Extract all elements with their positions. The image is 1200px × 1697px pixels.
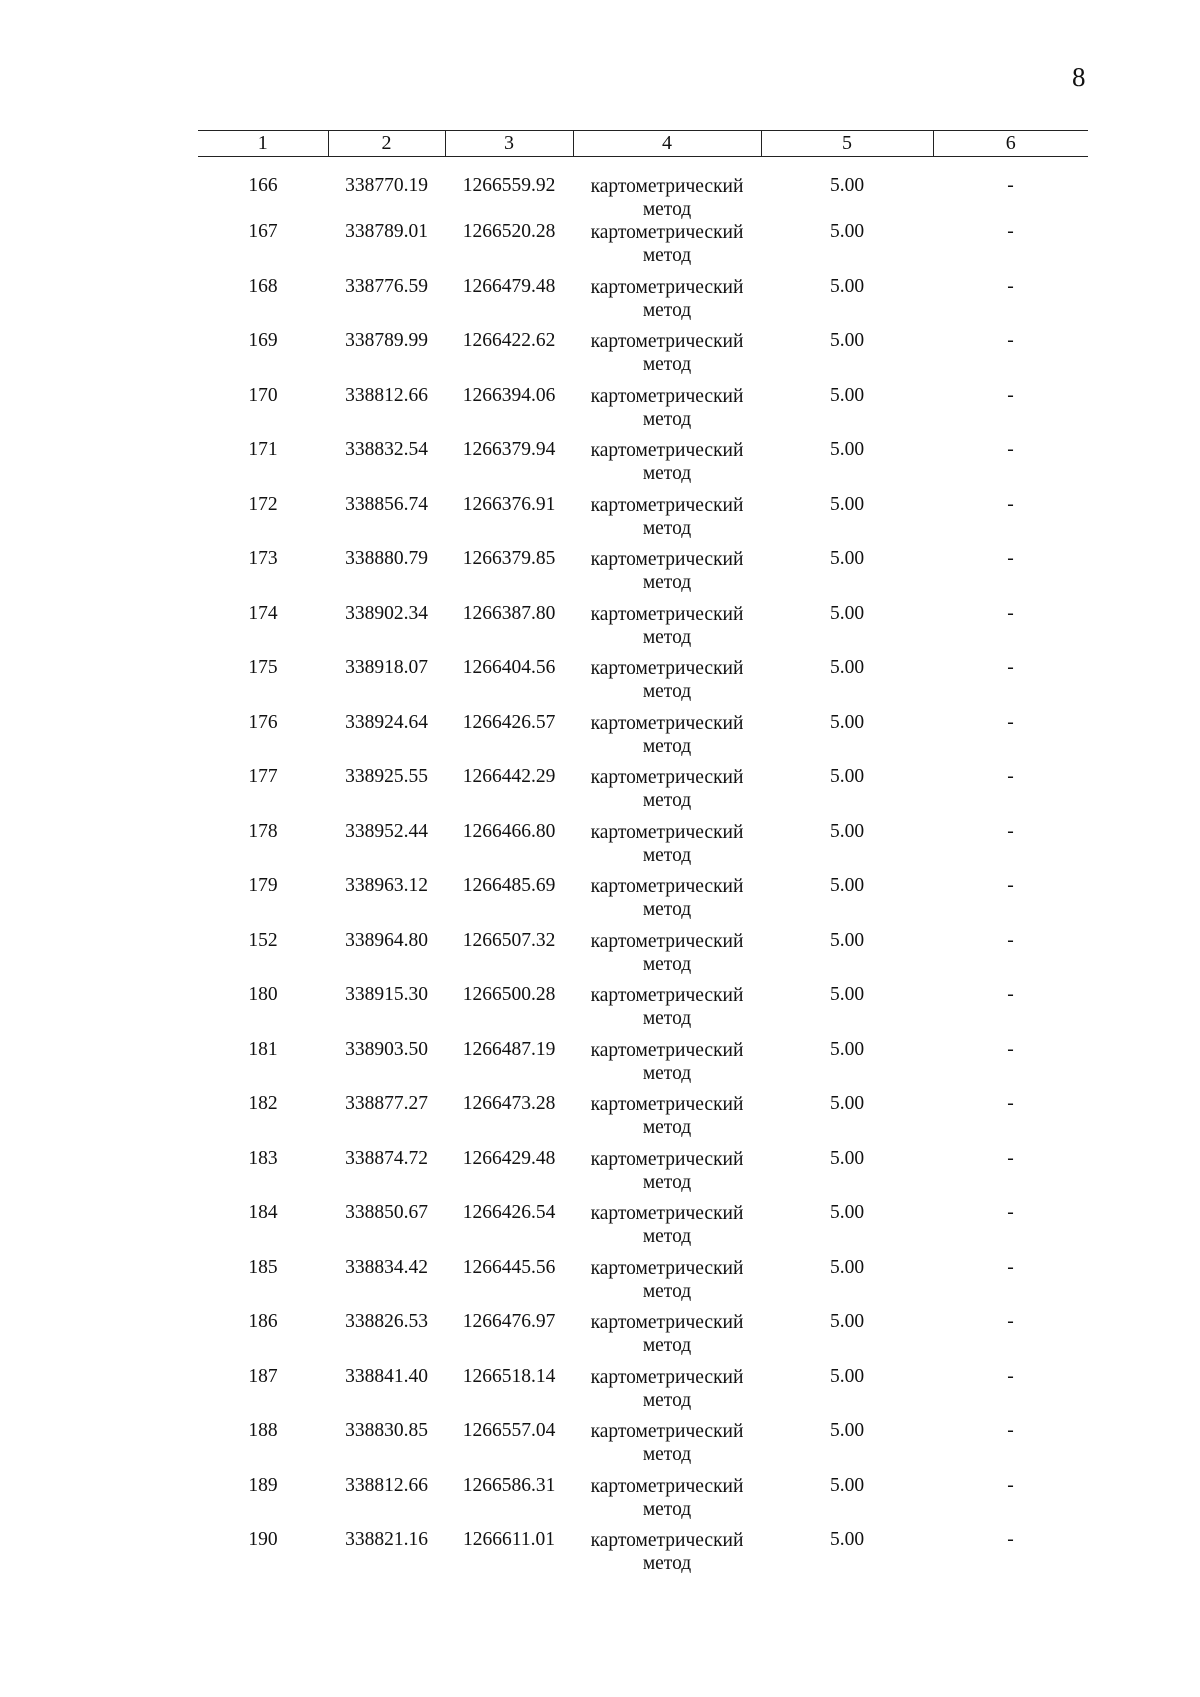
method-cell <box>573 1420 761 1475</box>
method-line-2: метод <box>642 735 692 757</box>
column-header-2: 2 <box>328 131 445 157</box>
point-number-cell: 152 <box>248 929 278 951</box>
method-line-1: картометрический <box>590 712 744 734</box>
accuracy-cell: 5.00 <box>829 1147 865 1169</box>
method-line-2: метод <box>642 681 692 702</box>
y-coordinate-cell: 1266387.80 <box>462 602 556 624</box>
accuracy-cell: 5.00 <box>829 1365 865 1387</box>
point-number-cell: 171 <box>248 439 278 460</box>
accuracy-cell: 5.00 <box>829 384 865 406</box>
table-row <box>198 439 1088 494</box>
method-line-2: метод <box>642 245 692 266</box>
coordinates-table-container <box>198 130 1088 1584</box>
method-line-2: метод <box>642 1226 692 1247</box>
accuracy-cell: 5.00 <box>829 984 865 1005</box>
y-coordinate-cell: 1266445.56 <box>462 1256 556 1278</box>
method-line-1: картометрический <box>590 821 744 843</box>
y-coordinate-cell: 1266500.28 <box>462 984 556 1005</box>
table-header-row <box>198 131 1088 157</box>
method-line-1: картометрический <box>590 222 744 243</box>
method-line-1: картометрический <box>590 440 744 461</box>
method-cell <box>573 157 761 222</box>
note-cell: - <box>1007 439 1014 460</box>
method-line-2: метод <box>642 1117 692 1138</box>
note-cell: - <box>1007 1420 1014 1441</box>
point-number-cell: 169 <box>248 330 278 351</box>
note-cell: - <box>1007 766 1014 787</box>
x-coordinate-cell: 338903.50 <box>345 1038 428 1060</box>
y-coordinate-cell: 1266376.91 <box>462 493 556 515</box>
method-cell <box>573 1475 761 1530</box>
method-line-2: метод <box>642 1389 692 1411</box>
y-coordinate-cell: 1266557.04 <box>462 1420 556 1441</box>
accuracy-cell: 5.00 <box>829 1420 865 1441</box>
x-coordinate-cell: 338850.67 <box>345 1202 428 1223</box>
table-row <box>198 221 1088 276</box>
accuracy-cell: 5.00 <box>829 711 865 733</box>
table-row <box>198 1202 1088 1257</box>
table-row <box>198 930 1088 985</box>
table-row <box>198 548 1088 603</box>
x-coordinate-cell: 338874.72 <box>345 1147 428 1169</box>
x-coordinate-cell: 338856.74 <box>345 493 428 515</box>
method-line-1: картометрический <box>590 767 744 788</box>
y-coordinate-cell: 1266611.01 <box>463 1529 555 1550</box>
y-coordinate-cell: 1266429.48 <box>462 1147 556 1169</box>
accuracy-cell: 5.00 <box>829 493 865 515</box>
point-number-cell: 181 <box>248 1038 278 1060</box>
method-cell <box>573 1529 761 1584</box>
method-line-1: картометрический <box>590 1530 744 1551</box>
point-number-cell: 176 <box>248 711 278 733</box>
method-line-1: картометрический <box>590 1366 744 1388</box>
method-line-2: метод <box>642 899 692 920</box>
point-number-cell: 173 <box>248 548 278 569</box>
x-coordinate-cell: 338918.07 <box>345 657 428 678</box>
note-cell: - <box>1007 275 1014 297</box>
accuracy-cell: 5.00 <box>829 929 865 951</box>
note-cell: - <box>1007 875 1014 896</box>
y-coordinate-cell: 1266507.32 <box>462 929 556 951</box>
x-coordinate-cell: 338812.66 <box>345 384 428 406</box>
accuracy-cell: 5.00 <box>829 657 865 678</box>
method-cell <box>573 1148 761 1203</box>
x-coordinate-cell: 338826.53 <box>345 1311 428 1332</box>
point-number-cell: 187 <box>248 1365 278 1387</box>
method-cell <box>573 603 761 658</box>
accuracy-cell: 5.00 <box>829 1202 865 1223</box>
method-cell <box>573 1366 761 1421</box>
method-cell <box>573 276 761 331</box>
method-line-1: картометрический <box>590 176 744 197</box>
note-cell: - <box>1007 1311 1014 1332</box>
method-line-1: картометрический <box>590 1039 744 1061</box>
method-line-2: метод <box>642 1498 692 1520</box>
x-coordinate-cell: 338877.27 <box>345 1093 428 1114</box>
x-coordinate-cell: 338902.34 <box>345 602 428 624</box>
column-header-3: 3 <box>445 131 573 157</box>
x-coordinate-cell: 338964.80 <box>345 929 428 951</box>
method-line-1: картометрический <box>590 876 744 897</box>
method-cell <box>573 657 761 712</box>
method-line-2: метод <box>642 572 692 593</box>
y-coordinate-cell: 1266518.14 <box>462 1365 556 1387</box>
accuracy-cell: 5.00 <box>829 275 865 297</box>
table-row <box>198 1311 1088 1366</box>
y-coordinate-cell: 1266559.92 <box>462 175 556 196</box>
method-line-1: картометрический <box>590 494 744 516</box>
method-cell <box>573 221 761 276</box>
table-row <box>198 1529 1088 1584</box>
y-coordinate-cell: 1266466.80 <box>462 820 556 842</box>
x-coordinate-cell: 338789.01 <box>345 221 428 242</box>
method-line-2: метод <box>642 790 692 811</box>
point-number-cell: 175 <box>248 657 278 678</box>
method-cell <box>573 712 761 767</box>
table-row <box>198 157 1088 222</box>
method-line-2: метод <box>642 1062 692 1084</box>
accuracy-cell: 5.00 <box>829 875 865 896</box>
note-cell: - <box>1007 330 1014 351</box>
x-coordinate-cell: 338963.12 <box>345 875 428 896</box>
y-coordinate-cell: 1266442.29 <box>462 766 556 787</box>
x-coordinate-cell: 338821.16 <box>345 1529 428 1550</box>
method-line-1: картометрический <box>590 1148 744 1170</box>
note-cell: - <box>1007 1474 1014 1496</box>
method-line-1: картометрический <box>590 985 744 1006</box>
method-line-2: метод <box>642 408 692 430</box>
method-line-1: картометрический <box>590 930 744 952</box>
method-line-1: картометрический <box>590 1421 744 1442</box>
method-cell <box>573 1202 761 1257</box>
method-line-1: картометрический <box>590 385 744 407</box>
point-number-cell: 188 <box>248 1420 278 1441</box>
note-cell: - <box>1007 548 1014 569</box>
method-line-1: картометрический <box>590 276 744 298</box>
table-row <box>198 1039 1088 1094</box>
note-cell: - <box>1007 1202 1014 1223</box>
method-line-1: картометрический <box>590 549 744 570</box>
method-cell <box>573 1311 761 1366</box>
point-number-cell: 184 <box>248 1202 278 1223</box>
x-coordinate-cell: 338880.79 <box>345 548 428 569</box>
note-cell: - <box>1007 1147 1014 1169</box>
accuracy-cell: 5.00 <box>829 1038 865 1060</box>
x-coordinate-cell: 338841.40 <box>345 1365 428 1387</box>
method-line-2: метод <box>642 1171 692 1193</box>
method-cell <box>573 330 761 385</box>
method-cell <box>573 1257 761 1312</box>
note-cell: - <box>1007 1365 1014 1387</box>
x-coordinate-cell: 338812.66 <box>345 1474 428 1496</box>
table-row <box>198 276 1088 331</box>
accuracy-cell: 5.00 <box>829 439 865 460</box>
method-line-1: картометрический <box>590 1203 744 1224</box>
method-line-1: картометрический <box>590 1094 744 1115</box>
x-coordinate-cell: 338834.42 <box>345 1256 428 1278</box>
y-coordinate-cell: 1266520.28 <box>462 221 556 242</box>
method-cell <box>573 821 761 876</box>
method-line-1: картометрический <box>590 1257 744 1279</box>
x-coordinate-cell: 338915.30 <box>345 984 428 1005</box>
note-cell: - <box>1007 711 1014 733</box>
table-row <box>198 766 1088 821</box>
y-coordinate-cell: 1266426.57 <box>462 711 556 733</box>
table-row <box>198 984 1088 1039</box>
point-number-cell: 179 <box>248 875 278 896</box>
x-coordinate-cell: 338952.44 <box>345 820 428 842</box>
method-line-2: метод <box>642 1444 692 1465</box>
y-coordinate-cell: 1266422.62 <box>462 330 556 351</box>
method-line-2: метод <box>642 463 692 484</box>
y-coordinate-cell: 1266379.85 <box>462 548 556 569</box>
y-coordinate-cell: 1266485.69 <box>462 875 556 896</box>
point-number-cell: 178 <box>248 820 278 842</box>
y-coordinate-cell: 1266586.31 <box>462 1474 556 1496</box>
table-row <box>198 1093 1088 1148</box>
point-number-cell: 180 <box>248 984 278 1005</box>
table-row <box>198 875 1088 930</box>
y-coordinate-cell: 1266379.94 <box>462 439 556 460</box>
method-line-2: метод <box>642 1008 692 1029</box>
point-number-cell: 174 <box>248 602 278 624</box>
point-number-cell: 170 <box>248 384 278 406</box>
table-row <box>198 657 1088 712</box>
page-number: 8 <box>1072 62 1086 92</box>
note-cell: - <box>1007 175 1014 196</box>
note-cell: - <box>1007 1256 1014 1278</box>
x-coordinate-cell: 338776.59 <box>345 275 428 297</box>
column-header-4: 4 <box>573 131 761 157</box>
method-cell <box>573 439 761 494</box>
accuracy-cell: 5.00 <box>829 1093 865 1114</box>
column-header-1: 1 <box>198 131 328 157</box>
point-number-cell: 186 <box>248 1311 278 1332</box>
x-coordinate-cell: 338789.99 <box>345 330 428 351</box>
x-coordinate-cell: 338770.19 <box>345 175 428 196</box>
accuracy-cell: 5.00 <box>829 330 865 351</box>
accuracy-cell: 5.00 <box>829 1529 865 1550</box>
note-cell: - <box>1007 657 1014 678</box>
y-coordinate-cell: 1266404.56 <box>462 657 556 678</box>
method-cell <box>573 494 761 549</box>
point-number-cell: 190 <box>248 1529 278 1550</box>
method-line-2: метод <box>642 1335 692 1356</box>
method-line-2: метод <box>642 953 692 975</box>
table-row <box>198 1475 1088 1530</box>
table-row <box>198 1366 1088 1421</box>
column-header-6: 6 <box>933 131 1088 157</box>
method-line-1: картометрический <box>590 1312 744 1333</box>
accuracy-cell: 5.00 <box>829 175 865 196</box>
point-number-cell: 177 <box>248 766 278 787</box>
method-line-2: метод <box>642 844 692 866</box>
note-cell: - <box>1007 384 1014 406</box>
method-cell <box>573 385 761 440</box>
method-line-1: картометрический <box>590 603 744 625</box>
note-cell: - <box>1007 493 1014 515</box>
method-line-1: картометрический <box>590 1475 744 1497</box>
note-cell: - <box>1007 984 1014 1005</box>
table-row <box>198 1420 1088 1475</box>
method-cell <box>573 984 761 1039</box>
method-line-2: метод <box>642 517 692 539</box>
accuracy-cell: 5.00 <box>829 602 865 624</box>
x-coordinate-cell: 338925.55 <box>345 766 428 787</box>
y-coordinate-cell: 1266487.19 <box>462 1038 556 1060</box>
method-cell <box>573 766 761 821</box>
method-line-2: метод <box>642 299 692 321</box>
point-number-cell: 189 <box>248 1474 278 1496</box>
accuracy-cell: 5.00 <box>829 221 865 242</box>
method-line-1: картометрический <box>590 658 744 679</box>
point-number-cell: 182 <box>248 1093 278 1114</box>
table-row <box>198 712 1088 767</box>
accuracy-cell: 5.00 <box>829 820 865 842</box>
note-cell: - <box>1007 820 1014 842</box>
table-row <box>198 385 1088 440</box>
method-line-2: метод <box>642 199 692 220</box>
x-coordinate-cell: 338832.54 <box>345 439 428 460</box>
note-cell: - <box>1007 221 1014 242</box>
table-row <box>198 494 1088 549</box>
column-header-5: 5 <box>761 131 933 157</box>
y-coordinate-cell: 1266476.97 <box>462 1311 556 1332</box>
method-cell <box>573 930 761 985</box>
table-row <box>198 330 1088 385</box>
method-line-2: метод <box>642 1280 692 1302</box>
method-cell <box>573 1039 761 1094</box>
method-line-1: картометрический <box>590 331 744 352</box>
x-coordinate-cell: 338830.85 <box>345 1420 428 1441</box>
y-coordinate-cell: 1266426.54 <box>462 1202 556 1223</box>
point-number-cell: 167 <box>248 221 278 242</box>
y-coordinate-cell: 1266479.48 <box>462 275 556 297</box>
note-cell: - <box>1007 1093 1014 1114</box>
accuracy-cell: 5.00 <box>829 1311 865 1332</box>
accuracy-cell: 5.00 <box>829 766 865 787</box>
method-cell <box>573 1093 761 1148</box>
note-cell: - <box>1007 1038 1014 1060</box>
method-line-2: метод <box>642 626 692 648</box>
method-line-2: метод <box>642 354 692 375</box>
accuracy-cell: 5.00 <box>829 1474 865 1496</box>
accuracy-cell: 5.00 <box>829 548 865 569</box>
y-coordinate-cell: 1266473.28 <box>462 1093 556 1114</box>
point-number-cell: 172 <box>248 493 278 515</box>
point-number-cell: 166 <box>248 175 278 196</box>
note-cell: - <box>1007 929 1014 951</box>
note-cell: - <box>1007 1529 1014 1550</box>
y-coordinate-cell: 1266394.06 <box>462 384 556 406</box>
table-row <box>198 1257 1088 1312</box>
coordinates-table <box>198 130 1088 1584</box>
point-number-cell: 168 <box>248 275 278 297</box>
table-body <box>198 157 1088 1584</box>
table-row <box>198 821 1088 876</box>
point-number-cell: 183 <box>248 1147 278 1169</box>
accuracy-cell: 5.00 <box>829 1256 865 1278</box>
table-row <box>198 603 1088 658</box>
method-cell <box>573 875 761 930</box>
point-number-cell: 185 <box>248 1256 278 1278</box>
x-coordinate-cell: 338924.64 <box>345 711 428 733</box>
note-cell: - <box>1007 602 1014 624</box>
table-row <box>198 1148 1088 1203</box>
method-line-2: метод <box>642 1553 692 1574</box>
method-cell <box>573 548 761 603</box>
